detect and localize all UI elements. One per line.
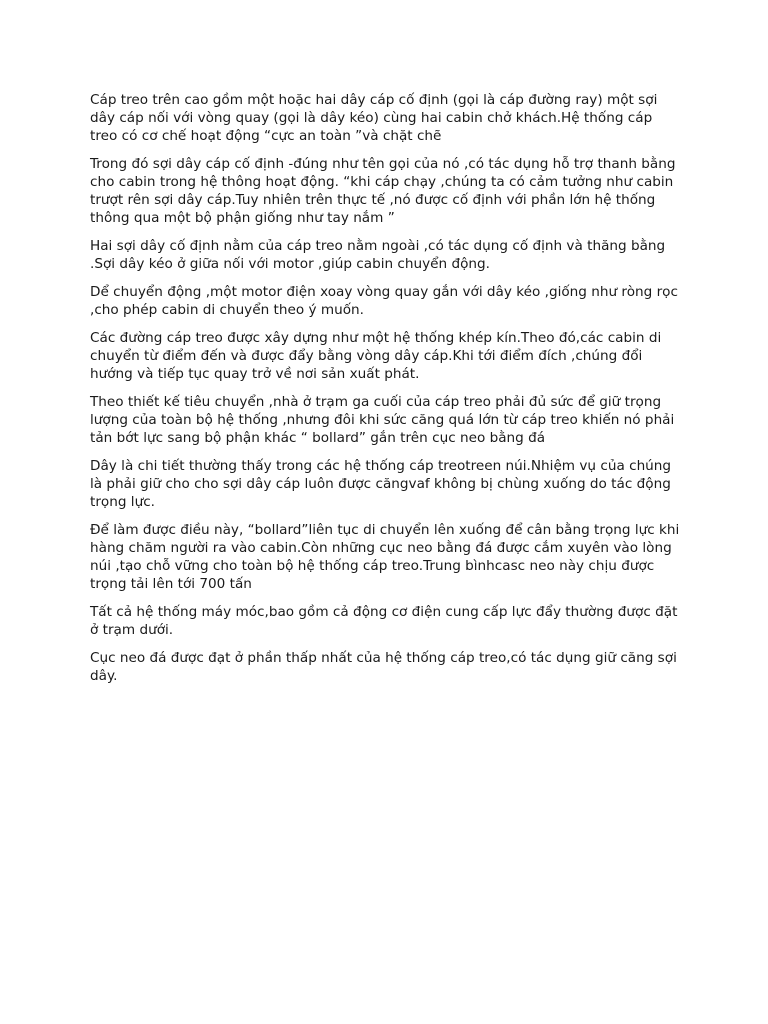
paragraph-6: Theo thiết kế tiêu chuyển ,nhà ở trạm ga cuối của cáp treo phải đủ sức để giữ trọng lượng của toàn bộ hệ thống ,nhưng đôi khi sức căng quá lớn từ cáp treo khiến nó phải tản bớt lực sang bộ phận khác “ bollard” gắn trên cục neo bằng đá — [90, 394, 675, 446]
paragraph-3: Hai sợi dây cố định nằm của cáp treo nằm ngoài ,có tác dụng cố định và thăng bằng .Sợi dây kéo ở giữa nối với motor ,giúp cabin chuyển động. — [90, 238, 666, 272]
paragraph-5: Các đường cáp treo được xây dựng như một hệ thống khép kín.Theo đó,các cabin di chuyển từ điểm đến và được đẩy bằng vòng dây cáp.Khi tới điểm đích ,chúng đổi hướng và tiếp tục quay trở về nơi sản xuất phát. — [90, 330, 662, 382]
paragraph-9: Tất cả hệ thống máy móc,bao gồm cả động cơ điện cung cấp lực đẩy thường được đặt ở trạm dưới. — [90, 604, 678, 638]
paragraph-4: Dể chuyển động ,một motor điện xoay vòng quay gắn với dây kéo ,giống như ròng rọc ,cho phép cabin di chuyển theo ý muốn. — [90, 284, 678, 318]
paragraph-1: Cáp treo trên cao gồm một hoặc hai dây cáp cố định (gọi là cáp đường ray) một sợi dây cáp nối với vòng quay (gọi là dây kéo) cùng hai cabin chở khách.Hệ thống cáp treo có cơ chế hoạt động “cực an toàn ”và chặt chẽ — [90, 92, 658, 144]
paragraph-7: Dây là chi tiết thường thấy trong các hệ thống cáp treotreen núi.Nhiệm vụ của chúng là phải giữ cho cho sợi dây cáp luôn được căngvaf không bị chùng xuống do tác động trọng lực. — [90, 458, 672, 510]
document-body — [90, 91, 682, 695]
paragraph-8: Để làm được điều này, “bollard”liên tục di chuyển lên xuống để cân bằng trọng lực khi hàng chăm người ra vào cabin.Còn những cục neo bằng đá được cắm xuyên vào lòng núi ,tạo chỗ vững cho toàn bộ hệ thống cáp treo.Trung bìnhcasc neo này chịu được trọng tải lên tới 700 tấn — [90, 522, 680, 592]
paragraph-10: Cục neo đá được đạt ở phần thấp nhất của hệ thống cáp treo,có tác dụng giữ căng sợi dây. — [90, 650, 677, 684]
paragraph-2: Trong đó sợi dây cáp cố định -đúng như tên gọi của nó ,có tác dụng hỗ trợ thanh bằng cho cabin trong hệ thông hoạt động. “khi cáp chạy ,chúng ta có cảm tưởng như cabin trượt rên sợi dây cáp.Tuy nhiên trên thực tế ,nó được cố định với phần lớn hệ thống thông qua một bộ phận giống như tay nắm ” — [90, 156, 676, 226]
